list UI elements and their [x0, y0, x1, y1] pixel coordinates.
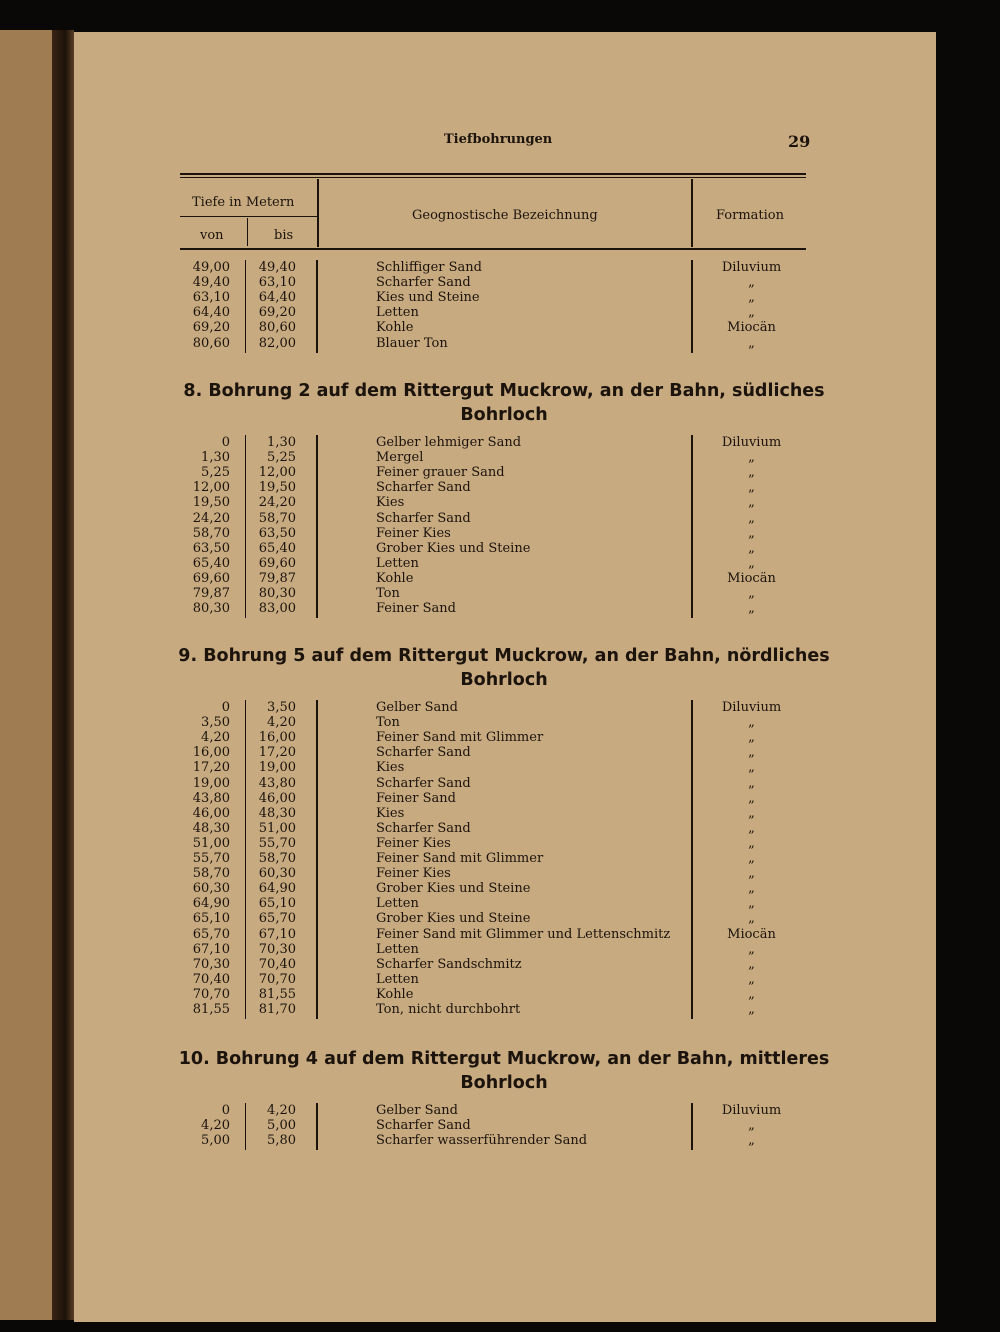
layer-description: Scharfer Sand — [376, 820, 471, 836]
depth-from: 67,10 — [192, 941, 230, 957]
formation-value: „ — [748, 555, 755, 571]
formation-value: „ — [748, 986, 755, 1002]
depth-from: 5,25 — [201, 465, 230, 481]
column-divider — [691, 700, 693, 1019]
layer-description: Gelber lehmiger Sand — [376, 435, 522, 450]
formation-value: Diluvium — [721, 435, 782, 450]
layer-description: Kies und Steine — [376, 290, 480, 306]
layer-description: Scharfer Sandschmitz — [376, 956, 522, 972]
from-header: von — [200, 228, 224, 243]
depth-to: 48,30 — [258, 805, 296, 821]
layer-description: Blauer Ton — [376, 335, 448, 351]
depth-from: 55,70 — [192, 851, 230, 866]
column-divider — [691, 435, 693, 618]
depth-from: 43,80 — [192, 790, 230, 806]
layer-description: Feiner Sand mit Glimmer und Lettenschmitz — [376, 926, 671, 942]
depth-from: 69,60 — [192, 570, 230, 586]
formation-value: „ — [748, 760, 755, 776]
depth-from: 58,70 — [192, 525, 230, 541]
formation-value: „ — [748, 525, 755, 541]
layer-description: Scharfer Sand — [376, 745, 471, 761]
depth-from: 0 — [221, 700, 230, 715]
depth-from: 19,00 — [192, 775, 230, 791]
formation-value: Diluvium — [721, 260, 782, 275]
layer-description: Feiner Kies — [376, 866, 451, 882]
layer-description: Mergel — [376, 450, 424, 466]
depth-from: 1,30 — [201, 450, 230, 466]
layer-description: Kohle — [376, 320, 414, 336]
depth-from: 80,60 — [192, 335, 230, 351]
formation-value: „ — [748, 601, 755, 617]
formation-value: „ — [748, 896, 755, 912]
depth-header-rule — [180, 216, 317, 217]
depth-to: 5,80 — [267, 1133, 296, 1149]
depth-to: 43,80 — [258, 775, 296, 791]
description-header: Geognostische Bezeichnung — [412, 208, 598, 223]
formation-value: „ — [748, 510, 755, 526]
depth-from: 64,40 — [192, 305, 230, 321]
formation-value: „ — [748, 290, 755, 306]
layer-description: Letten — [376, 305, 419, 321]
depth-to: 79,87 — [258, 570, 296, 586]
depth-from: 5,00 — [201, 1133, 230, 1149]
formation-value: Miocän — [727, 320, 776, 336]
formation-value: „ — [748, 881, 755, 897]
column-divider — [316, 260, 318, 353]
layer-description: Feiner Sand — [376, 790, 456, 806]
depth-from: 17,20 — [192, 760, 230, 776]
depth-to: 12,00 — [258, 465, 296, 481]
depth-from: 19,50 — [192, 495, 230, 511]
section-heading: 9. Bohrung 5 auf dem Rittergut Muckrow, an der Bahn, nördliches Bohrloch — [178, 646, 830, 690]
header-bottom-rule — [180, 248, 806, 250]
depth-to: 16,00 — [258, 730, 296, 746]
depth-to: 69,60 — [258, 555, 296, 571]
depth-from: 0 — [221, 1103, 230, 1118]
depth-from: 65,70 — [192, 926, 230, 942]
depth-to: 82,00 — [258, 335, 296, 351]
formation-value: „ — [748, 820, 755, 836]
depth-from: 70,30 — [192, 956, 230, 972]
layer-description: Letten — [376, 896, 419, 912]
depth-from: 49,00 — [192, 260, 230, 275]
depth-to: 65,40 — [258, 540, 296, 556]
depth-to: 63,50 — [258, 525, 296, 541]
header-top-rule-thin — [180, 177, 806, 178]
depth-to: 3,50 — [267, 700, 296, 715]
depth-to: 1,30 — [267, 435, 296, 450]
layer-description: Feiner Sand mit Glimmer — [376, 851, 544, 866]
layer-description: Grober Kies und Steine — [376, 540, 531, 556]
depth-from: 58,70 — [192, 866, 230, 882]
formation-value: „ — [748, 480, 755, 496]
formation-value: „ — [748, 835, 755, 851]
depth-to: 63,10 — [258, 275, 296, 291]
depth-to: 80,60 — [258, 320, 296, 336]
formation-value: „ — [748, 790, 755, 806]
layer-description: Scharfer Sand — [376, 480, 471, 496]
depth-to: 19,50 — [258, 480, 296, 496]
layer-description: Scharfer Sand — [376, 275, 471, 291]
running-head: Tiefbohrungen — [444, 132, 553, 147]
depth-to: 49,40 — [258, 260, 296, 275]
column-divider — [691, 260, 693, 353]
header-divider — [691, 179, 693, 247]
depth-to: 46,00 — [258, 790, 296, 806]
depth-to: 64,40 — [258, 290, 296, 306]
column-divider — [316, 1103, 318, 1150]
depth-from: 63,10 — [192, 290, 230, 306]
formation-header: Formation — [716, 208, 785, 223]
formation-value: „ — [748, 1002, 755, 1017]
layer-description: Kohle — [376, 986, 414, 1002]
depth-from: 65,10 — [192, 911, 230, 927]
layer-description: Grober Kies und Steine — [376, 881, 531, 897]
depth-from: 65,40 — [192, 555, 230, 571]
to-header: bis — [274, 228, 294, 243]
depth-header: Tiefe in Metern — [192, 195, 295, 210]
depth-to: 24,20 — [258, 495, 296, 511]
depth-from: 80,30 — [192, 601, 230, 617]
formation-value: „ — [748, 540, 755, 556]
formation-value: „ — [748, 956, 755, 972]
layer-description: Letten — [376, 555, 419, 571]
depth-to: 70,70 — [258, 971, 296, 987]
column-divider — [691, 1103, 693, 1150]
formation-value: „ — [748, 805, 755, 821]
column-divider — [316, 435, 318, 618]
layer-description: Gelber Sand — [376, 1103, 458, 1118]
book-spine — [52, 30, 74, 1320]
formation-value: „ — [748, 911, 755, 927]
depth-to: 83,00 — [258, 601, 296, 617]
depth-from: 4,20 — [201, 730, 230, 746]
layer-description: Kies — [376, 805, 405, 821]
depth-from: 63,50 — [192, 540, 230, 556]
page-number: 29 — [788, 132, 811, 151]
depth-to: 80,30 — [258, 586, 296, 601]
depth-to: 70,30 — [258, 941, 296, 957]
formation-value: „ — [748, 275, 755, 291]
depth-to: 81,55 — [258, 986, 296, 1002]
depth-from: 70,40 — [192, 971, 230, 987]
formation-value: „ — [748, 1133, 755, 1149]
depth-from: 81,55 — [192, 1002, 230, 1017]
facing-page-edge — [0, 30, 52, 1320]
depth-to: 58,70 — [258, 851, 296, 866]
depth-to: 67,10 — [258, 926, 296, 942]
depth-from: 79,87 — [192, 586, 230, 601]
depth-to: 4,20 — [267, 715, 296, 731]
depth-to: 64,90 — [258, 881, 296, 897]
formation-value: „ — [748, 866, 755, 882]
depth-to: 17,20 — [258, 745, 296, 761]
formation-value: Miocän — [727, 926, 776, 942]
depth-to: 5,25 — [267, 450, 296, 466]
formation-value: „ — [748, 851, 755, 866]
formation-value: „ — [748, 586, 755, 601]
depth-to: 65,10 — [258, 896, 296, 912]
header-divider — [317, 179, 319, 247]
layer-description: Ton — [376, 586, 400, 601]
depth-from: 3,50 — [201, 715, 230, 731]
depth-from: 46,00 — [192, 805, 230, 821]
layer-description: Scharfer Sand — [376, 775, 471, 791]
formation-value: Diluvium — [721, 700, 782, 715]
depth-from: 0 — [221, 435, 230, 450]
depth-to: 55,70 — [258, 835, 296, 851]
layer-description: Grober Kies und Steine — [376, 911, 531, 927]
depth-to: 5,00 — [267, 1118, 296, 1134]
layer-description: Feiner grauer Sand — [376, 465, 505, 481]
layer-description: Feiner Sand — [376, 601, 456, 617]
depth-header-divider — [247, 218, 248, 246]
depth-from: 24,20 — [192, 510, 230, 526]
depth-from: 12,00 — [192, 480, 230, 496]
formation-value: „ — [748, 495, 755, 511]
depth-from: 4,20 — [201, 1118, 230, 1134]
layer-description: Letten — [376, 971, 419, 987]
formation-value: „ — [748, 335, 755, 351]
column-divider — [316, 700, 318, 1019]
depth-from: 16,00 — [192, 745, 230, 761]
depth-from: 69,20 — [192, 320, 230, 336]
depth-to: 70,40 — [258, 956, 296, 972]
depth-to: 4,20 — [267, 1103, 296, 1118]
layer-description: Letten — [376, 941, 419, 957]
depth-to: 19,00 — [258, 760, 296, 776]
formation-value: „ — [748, 1118, 755, 1134]
formation-value: „ — [748, 971, 755, 987]
formation-value: „ — [748, 450, 755, 466]
header-top-rule — [180, 173, 806, 175]
layer-description: Kies — [376, 760, 405, 776]
section-heading: 10. Bohrung 4 auf dem Rittergut Muckrow, an der Bahn, mittleres Bohrloch — [178, 1049, 830, 1093]
depth-to: 58,70 — [258, 510, 296, 526]
layer-description: Kies — [376, 495, 405, 511]
depth-to: 69,20 — [258, 305, 296, 321]
formation-value: „ — [748, 775, 755, 791]
layer-description: Feiner Kies — [376, 525, 451, 541]
layer-description: Gelber Sand — [376, 700, 458, 715]
depth-from: 51,00 — [192, 835, 230, 851]
depth-from: 60,30 — [192, 881, 230, 897]
depth-to: 65,70 — [258, 911, 296, 927]
formation-value: Miocän — [727, 570, 776, 586]
layer-description: Ton, nicht durchbohrt — [376, 1002, 521, 1017]
layer-description: Scharfer Sand — [376, 1118, 471, 1134]
depth-from: 70,70 — [192, 986, 230, 1002]
formation-value: Diluvium — [721, 1103, 782, 1118]
formation-value: „ — [748, 941, 755, 957]
layer-description: Feiner Kies — [376, 835, 451, 851]
layer-description: Kohle — [376, 570, 414, 586]
layer-description: Scharfer Sand — [376, 510, 471, 526]
layer-description: Feiner Sand mit Glimmer — [376, 730, 544, 746]
depth-from: 48,30 — [192, 820, 230, 836]
formation-value: „ — [748, 745, 755, 761]
book-page — [74, 32, 936, 1322]
layer-description: Ton — [376, 715, 400, 731]
formation-value: „ — [748, 730, 755, 746]
depth-to: 51,00 — [258, 820, 296, 836]
layer-description: Schliffiger Sand — [376, 260, 482, 275]
depth-to: 60,30 — [258, 866, 296, 882]
depth-to: 81,70 — [258, 1002, 296, 1017]
formation-value: „ — [748, 465, 755, 481]
formation-value: „ — [748, 715, 755, 731]
formation-value: „ — [748, 305, 755, 321]
depth-from: 64,90 — [192, 896, 230, 912]
depth-from: 49,40 — [192, 275, 230, 291]
section-heading: 8. Bohrung 2 auf dem Rittergut Muckrow, an der Bahn, südliches Bohrloch — [183, 381, 825, 425]
layer-description: Scharfer wasserführender Sand — [376, 1133, 588, 1149]
